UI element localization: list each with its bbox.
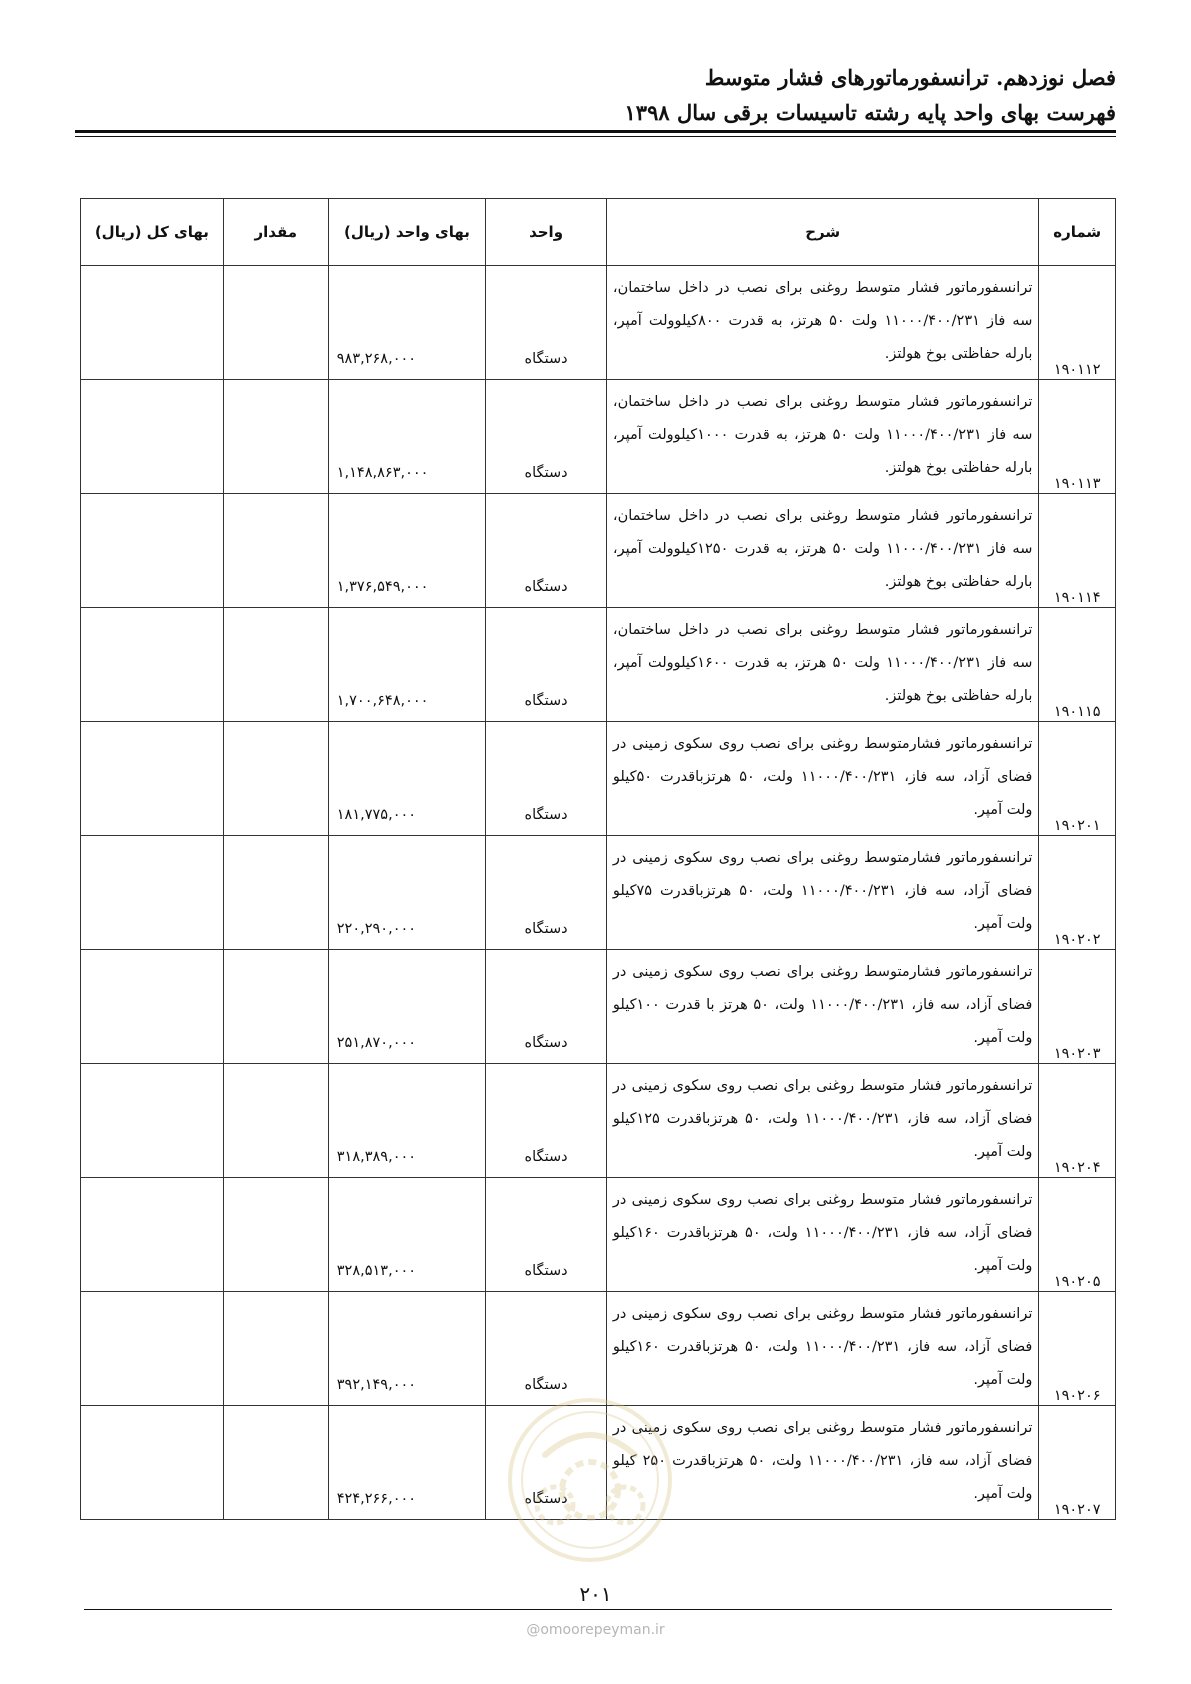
item-unit: دستگاه bbox=[486, 608, 607, 722]
item-quantity bbox=[223, 722, 328, 836]
item-total-price bbox=[81, 266, 224, 380]
item-unit-price: ۲۲۰,۲۹۰,۰۰۰ bbox=[328, 836, 485, 950]
item-unit: دستگاه bbox=[486, 722, 607, 836]
table-body bbox=[81, 266, 1116, 1520]
item-total-price bbox=[81, 1406, 224, 1520]
item-unit: دستگاه bbox=[486, 950, 607, 1064]
column-header-quantity: مقدار bbox=[223, 199, 328, 266]
item-code: ۱۹۰۲۰۶ bbox=[1039, 1292, 1116, 1406]
item-unit-price: ۱,۱۴۸,۸۶۳,۰۰۰ bbox=[328, 380, 485, 494]
table-row bbox=[81, 1064, 1116, 1178]
item-code: ۱۹۰۲۰۳ bbox=[1039, 950, 1116, 1064]
item-total-price bbox=[81, 608, 224, 722]
item-unit: دستگاه bbox=[486, 1178, 607, 1292]
item-description: ترانسفورماتور فشار متوسط روغنی برای نصب روی سکوی زمینی در فضای آزاد، سه فاز، ۱۱۰۰۰/۴۰۰/۲۳۱ ولت، ۵۰ هرتزباقدرت ۲۵۰ کیلو ولت آمپر. bbox=[606, 1406, 1038, 1520]
item-description: ترانسفورماتور فشارمتوسط روغنی برای نصب روی سکوی زمینی در فضای آزاد، سه فاز، ۱۱۰۰۰/۴۰۰/۲۳۱ ولت، ۵۰ هرتز با قدرت ۱۰۰کیلو ولت آمپر. bbox=[606, 950, 1038, 1064]
chapter-title: فصل نوزدهم. ترانسفورماتورهای فشار متوسط bbox=[704, 65, 1116, 90]
item-unit-price: ۹۸۳,۲۶۸,۰۰۰ bbox=[328, 266, 485, 380]
table-row bbox=[81, 1292, 1116, 1406]
table-row bbox=[81, 1178, 1116, 1292]
item-code: ۱۹۰۱۱۳ bbox=[1039, 380, 1116, 494]
item-description: ترانسفورماتور فشار متوسط روغنی برای نصب در داخل ساختمان، سه فاز ۱۱۰۰۰/۴۰۰/۲۳۱ ولت ۵۰ هرتز، به قدرت ۸۰۰کیلوولت آمپر، بارله حفاظتی بوخ هولتز. bbox=[606, 266, 1038, 380]
item-quantity bbox=[223, 494, 328, 608]
item-code: ۱۹۰۲۰۲ bbox=[1039, 836, 1116, 950]
item-unit: دستگاه bbox=[486, 380, 607, 494]
item-quantity bbox=[223, 950, 328, 1064]
item-total-price bbox=[81, 1178, 224, 1292]
table-header-row bbox=[81, 199, 1116, 266]
item-quantity bbox=[223, 1064, 328, 1178]
item-unit-price: ۴۲۴,۲۶۶,۰۰۰ bbox=[328, 1406, 485, 1520]
item-quantity bbox=[223, 266, 328, 380]
item-quantity bbox=[223, 380, 328, 494]
item-quantity bbox=[223, 1292, 328, 1406]
item-description: ترانسفورماتور فشار متوسط روغنی برای نصب در داخل ساختمان، سه فاز ۱۱۰۰۰/۴۰۰/۲۳۱ ولت ۵۰ هرتز، به قدرت ۱۶۰۰کیلوولت آمپر، بارله حفاظتی بوخ هولتز. bbox=[606, 608, 1038, 722]
item-total-price bbox=[81, 722, 224, 836]
item-code: ۱۹۰۲۰۱ bbox=[1039, 722, 1116, 836]
item-total-price bbox=[81, 836, 224, 950]
table-row bbox=[81, 836, 1116, 950]
column-header-description: شرح bbox=[606, 199, 1038, 266]
seal-logo-icon bbox=[505, 1395, 675, 1565]
item-unit-price: ۳۱۸,۳۸۹,۰۰۰ bbox=[328, 1064, 485, 1178]
item-total-price bbox=[81, 1292, 224, 1406]
item-unit: دستگاه bbox=[486, 1406, 607, 1520]
item-unit-price: ۱۸۱,۷۷۵,۰۰۰ bbox=[328, 722, 485, 836]
item-total-price bbox=[81, 494, 224, 608]
item-quantity bbox=[223, 608, 328, 722]
item-description: ترانسفورماتور فشار متوسط روغنی برای نصب روی سکوی زمینی در فضای آزاد، سه فاز، ۱۱۰۰۰/۴۰۰/۲۳۱ ولت، ۵۰ هرتزباقدرت ۱۶۰کیلو ولت آمپر. bbox=[606, 1292, 1038, 1406]
item-unit-price: ۲۵۱,۸۷۰,۰۰۰ bbox=[328, 950, 485, 1064]
table-row bbox=[81, 608, 1116, 722]
item-code: ۱۹۰۲۰۴ bbox=[1039, 1064, 1116, 1178]
item-unit: دستگاه bbox=[486, 1292, 607, 1406]
table-row bbox=[81, 950, 1116, 1064]
footer-rule bbox=[84, 1609, 1112, 1610]
header-rule-thick bbox=[75, 130, 1116, 133]
item-quantity bbox=[223, 1178, 328, 1292]
item-unit-price: ۱,۳۷۶,۵۴۹,۰۰۰ bbox=[328, 494, 485, 608]
table-row bbox=[81, 494, 1116, 608]
column-header-unit-price: بهای واحد (ریال) bbox=[328, 199, 485, 266]
item-description: ترانسفورماتور فشارمتوسط روغنی برای نصب روی سکوی زمینی در فضای آزاد، سه فاز، ۱۱۰۰۰/۴۰۰/۲۳۱ ولت، ۵۰ هرتزباقدرت ۷۵کیلو ولت آمپر. bbox=[606, 836, 1038, 950]
item-unit: دستگاه bbox=[486, 494, 607, 608]
table-row bbox=[81, 380, 1116, 494]
column-header-total-price: بهای کل (ریال) bbox=[81, 199, 224, 266]
item-unit: دستگاه bbox=[486, 266, 607, 380]
header-rule-thin bbox=[75, 136, 1116, 137]
price-list-table bbox=[80, 198, 1116, 1520]
table-row bbox=[81, 266, 1116, 380]
item-code: ۱۹۰۱۱۴ bbox=[1039, 494, 1116, 608]
item-code: ۱۹۰۱۱۵ bbox=[1039, 608, 1116, 722]
item-unit-price: ۳۹۲,۱۴۹,۰۰۰ bbox=[328, 1292, 485, 1406]
page-header bbox=[76, 60, 1116, 130]
item-description: ترانسفورماتور فشار متوسط روغنی برای نصب روی سکوی زمینی در فضای آزاد، سه فاز، ۱۱۰۰۰/۴۰۰/۲۳۱ ولت، ۵۰ هرتزباقدرت ۱۶۰کیلو ولت آمپر. bbox=[606, 1178, 1038, 1292]
item-code: ۱۹۰۱۱۲ bbox=[1039, 266, 1116, 380]
item-total-price bbox=[81, 1064, 224, 1178]
page-number: ۲۰۱ bbox=[579, 1582, 612, 1606]
table-row bbox=[81, 722, 1116, 836]
item-description: ترانسفورماتور فشار متوسط روغنی برای نصب در داخل ساختمان، سه فاز ۱۱۰۰۰/۴۰۰/۲۳۱ ولت ۵۰ هرتز، به قدرت ۱۲۵۰کیلوولت آمپر، بارله حفاظتی بوخ هولتز. bbox=[606, 494, 1038, 608]
item-unit: دستگاه bbox=[486, 836, 607, 950]
item-unit-price: ۳۲۸,۵۱۳,۰۰۰ bbox=[328, 1178, 485, 1292]
item-code: ۱۹۰۲۰۵ bbox=[1039, 1178, 1116, 1292]
footer-website: @omoorepeyman.ir bbox=[526, 1622, 665, 1638]
item-description: ترانسفورماتور فشارمتوسط روغنی برای نصب روی سکوی زمینی در فضای آزاد، سه فاز، ۱۱۰۰۰/۴۰۰/۲۳۱ ولت، ۵۰ هرتزباقدرت ۵۰کیلو ولت آمپر. bbox=[606, 722, 1038, 836]
item-description: ترانسفورماتور فشار متوسط روغنی برای نصب روی سکوی زمینی در فضای آزاد، سه فاز، ۱۱۰۰۰/۴۰۰/۲۳۱ ولت، ۵۰ هرتزباقدرت ۱۲۵کیلو ولت آمپر. bbox=[606, 1064, 1038, 1178]
item-quantity bbox=[223, 1406, 328, 1520]
item-code: ۱۹۰۲۰۷ bbox=[1039, 1406, 1116, 1520]
item-description: ترانسفورماتور فشار متوسط روغنی برای نصب در داخل ساختمان، سه فاز ۱۱۰۰۰/۴۰۰/۲۳۱ ولت ۵۰ هرتز، به قدرت ۱۰۰۰کیلوولت آمپر، بارله حفاظتی بوخ هولتز. bbox=[606, 380, 1038, 494]
item-total-price bbox=[81, 950, 224, 1064]
column-header-code: شماره bbox=[1039, 199, 1116, 266]
column-header-unit: واحد bbox=[486, 199, 607, 266]
item-unit: دستگاه bbox=[486, 1064, 607, 1178]
document-subtitle: فهرست بهای واحد پایه رشته تاسیسات برقی سال ۱۳۹۸ bbox=[624, 100, 1116, 125]
item-total-price bbox=[81, 380, 224, 494]
item-quantity bbox=[223, 836, 328, 950]
item-unit-price: ۱,۷۰۰,۶۴۸,۰۰۰ bbox=[328, 608, 485, 722]
